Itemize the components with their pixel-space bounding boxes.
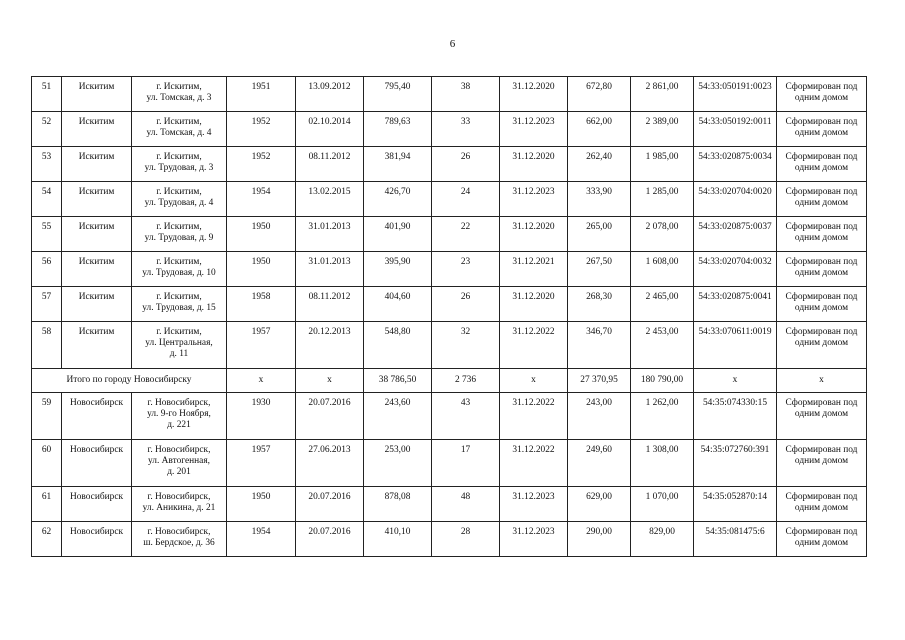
address-cell-line: г. Искитим, <box>156 82 202 92</box>
status-cell-line: одним домом <box>794 198 849 208</box>
address-cell <box>132 182 227 217</box>
cadastral-cell: 54:33:020875:0034 <box>694 147 777 182</box>
year-cell: 1950 <box>227 487 296 522</box>
address-cell-line: ул. Томская, д. 3 <box>146 93 212 103</box>
address-cell-line: д. 221 <box>167 420 191 430</box>
date-cell: 20.12.2013 <box>296 322 364 369</box>
cadastral-cell: х <box>694 369 777 393</box>
status-cell-line: одним домом <box>794 268 849 278</box>
address-cell-line: г. Новосибирск, <box>147 527 211 537</box>
area-cell: 426,70 <box>364 182 432 217</box>
living-area-cell: 243,00 <box>568 393 631 440</box>
living-area-cell: 346,70 <box>568 322 631 369</box>
date-cell: 08.11.2012 <box>296 287 364 322</box>
price-cell: 829,00 <box>631 522 694 557</box>
residents-cell: 33 <box>432 112 500 147</box>
status-cell-line: Сформирован под <box>785 398 858 408</box>
address-cell-line: ул. Автогенная, <box>148 456 210 466</box>
row-number: 62 <box>32 522 62 557</box>
address-cell-line: г. Искитим, <box>156 292 202 302</box>
address-cell-line: ул. 9-го Ноября, <box>147 409 211 419</box>
address-cell-line: ул. Трудовая, д. 10 <box>142 268 216 278</box>
living-area-cell: 249,60 <box>568 440 631 487</box>
status-cell-line: одним домом <box>794 233 849 243</box>
status-cell <box>777 322 867 369</box>
living-area-cell: 629,00 <box>568 487 631 522</box>
living-area-cell: 267,50 <box>568 252 631 287</box>
status-cell-line: одним домом <box>794 338 849 348</box>
address-cell-line: г. Искитим, <box>156 187 202 197</box>
status-cell <box>777 112 867 147</box>
table-row <box>32 522 867 557</box>
address-cell <box>132 147 227 182</box>
row-number: 51 <box>32 77 62 112</box>
living-area-cell: 27 370,95 <box>568 369 631 393</box>
cadastral-cell: 54:33:050191:0023 <box>694 77 777 112</box>
status-cell <box>777 147 867 182</box>
city-cell: Искитим <box>62 322 132 369</box>
status-cell-line: одним домом <box>794 503 849 513</box>
address-cell <box>132 77 227 112</box>
address-cell <box>132 322 227 369</box>
row-number: 60 <box>32 440 62 487</box>
address-cell-line: д. 201 <box>167 467 191 477</box>
residents-cell: 48 <box>432 487 500 522</box>
address-cell-line: ул. Трудовая, д. 4 <box>144 198 214 208</box>
date-cell: 27.06.2013 <box>296 440 364 487</box>
city-cell: Новосибирск <box>62 487 132 522</box>
status-cell <box>777 440 867 487</box>
cadastral-cell: 54:33:020704:0032 <box>694 252 777 287</box>
status-cell <box>777 393 867 440</box>
cadastral-cell: 54:35:074330:15 <box>694 393 777 440</box>
city-cell: Новосибирск <box>62 440 132 487</box>
year-cell: 1957 <box>227 440 296 487</box>
price-cell: 180 790,00 <box>631 369 694 393</box>
price-cell: 1 985,00 <box>631 147 694 182</box>
table-row <box>32 77 867 112</box>
table-row <box>32 252 867 287</box>
table-row <box>32 217 867 252</box>
status-cell-line: одним домом <box>794 303 849 313</box>
status-cell-line: одним домом <box>794 128 849 138</box>
deadline-cell: 31.12.2022 <box>500 393 568 440</box>
price-cell: 1 070,00 <box>631 487 694 522</box>
status-cell <box>777 522 867 557</box>
address-cell-line: г. Искитим, <box>156 327 202 337</box>
address-cell <box>132 393 227 440</box>
table-row <box>32 182 867 217</box>
total-label: Итого по городу Новосибирску <box>32 369 227 393</box>
address-cell-line: ул. Трудовая, д. 9 <box>144 233 214 243</box>
status-cell-line: Сформирован под <box>785 152 858 162</box>
area-cell: 381,94 <box>364 147 432 182</box>
residents-cell: 43 <box>432 393 500 440</box>
year-cell: 1952 <box>227 147 296 182</box>
table-row <box>32 322 867 369</box>
living-area-cell: 290,00 <box>568 522 631 557</box>
status-cell-line: одним домом <box>794 456 849 466</box>
area-cell: 404,60 <box>364 287 432 322</box>
status-cell-line: Сформирован под <box>785 445 858 455</box>
price-cell: 1 308,00 <box>631 440 694 487</box>
cadastral-cell: 54:33:070611:0019 <box>694 322 777 369</box>
row-number: 57 <box>32 287 62 322</box>
table-row <box>32 393 867 440</box>
area-cell: 789,63 <box>364 112 432 147</box>
area-cell: 878,08 <box>364 487 432 522</box>
city-cell: Искитим <box>62 252 132 287</box>
year-cell: 1950 <box>227 217 296 252</box>
area-cell: 38 786,50 <box>364 369 432 393</box>
deadline-cell: 31.12.2022 <box>500 322 568 369</box>
price-cell: 1 285,00 <box>631 182 694 217</box>
cadastral-cell: 54:35:081475:6 <box>694 522 777 557</box>
area-cell: 243,60 <box>364 393 432 440</box>
address-cell-line: г. Новосибирск, <box>147 398 211 408</box>
row-number: 59 <box>32 393 62 440</box>
residents-cell: 26 <box>432 287 500 322</box>
row-number: 53 <box>32 147 62 182</box>
area-cell: 795,40 <box>364 77 432 112</box>
price-cell: 2 453,00 <box>631 322 694 369</box>
residents-cell: 17 <box>432 440 500 487</box>
address-cell <box>132 440 227 487</box>
status-cell-line: Сформирован под <box>785 187 858 197</box>
area-cell: 401,90 <box>364 217 432 252</box>
date-cell: 02.10.2014 <box>296 112 364 147</box>
row-number: 54 <box>32 182 62 217</box>
page-number: 6 <box>449 38 456 50</box>
address-cell <box>132 252 227 287</box>
status-cell-line: Сформирован под <box>785 117 858 127</box>
residents-cell: 26 <box>432 147 500 182</box>
cadastral-cell: 54:33:020704:0020 <box>694 182 777 217</box>
status-cell-line: одним домом <box>794 409 849 419</box>
deadline-cell: 31.12.2023 <box>500 112 568 147</box>
row-number: 61 <box>32 487 62 522</box>
area-cell: 395,90 <box>364 252 432 287</box>
city-cell: Новосибирск <box>62 522 132 557</box>
residents-cell: 2 736 <box>432 369 500 393</box>
city-cell: Искитим <box>62 77 132 112</box>
year-cell: 1951 <box>227 77 296 112</box>
deadline-cell: 31.12.2023 <box>500 182 568 217</box>
address-cell-line: ул. Трудовая, д. 15 <box>142 303 216 313</box>
price-cell: 1 608,00 <box>631 252 694 287</box>
table-row <box>32 287 867 322</box>
price-cell: 1 262,00 <box>631 393 694 440</box>
deadline-cell: 31.12.2020 <box>500 147 568 182</box>
year-cell: 1954 <box>227 182 296 217</box>
city-cell: Новосибирск <box>62 393 132 440</box>
residents-cell: 24 <box>432 182 500 217</box>
total-row <box>32 369 867 393</box>
living-area-cell: 265,00 <box>568 217 631 252</box>
status-cell: х <box>777 369 867 393</box>
year-cell: 1957 <box>227 322 296 369</box>
date-cell: 31.01.2013 <box>296 217 364 252</box>
address-cell-line: г. Искитим, <box>156 257 202 267</box>
year-cell: 1950 <box>227 252 296 287</box>
status-cell-line: Сформирован под <box>785 527 858 537</box>
city-cell: Искитим <box>62 182 132 217</box>
city-cell: Искитим <box>62 287 132 322</box>
date-cell: х <box>296 369 364 393</box>
address-cell-line: г. Искитим, <box>156 222 202 232</box>
registry-body <box>32 77 867 557</box>
table-row <box>32 112 867 147</box>
status-cell <box>777 287 867 322</box>
date-cell: 13.09.2012 <box>296 77 364 112</box>
address-cell-line: ул. Томская, д. 4 <box>146 128 212 138</box>
status-cell-line: Сформирован под <box>785 492 858 502</box>
city-cell: Искитим <box>62 217 132 252</box>
residents-cell: 38 <box>432 77 500 112</box>
status-cell-line: Сформирован под <box>785 82 858 92</box>
year-cell: 1958 <box>227 287 296 322</box>
deadline-cell: 31.12.2023 <box>500 487 568 522</box>
status-cell-line: Сформирован под <box>785 292 858 302</box>
row-number: 56 <box>32 252 62 287</box>
deadline-cell: 31.12.2020 <box>500 217 568 252</box>
table-row <box>32 440 867 487</box>
row-number: 58 <box>32 322 62 369</box>
address-cell <box>132 217 227 252</box>
price-cell: 2 078,00 <box>631 217 694 252</box>
price-cell: 2 389,00 <box>631 112 694 147</box>
cadastral-cell: 54:33:020875:0037 <box>694 217 777 252</box>
cadastral-cell: 54:33:020875:0041 <box>694 287 777 322</box>
deadline-cell: 31.12.2020 <box>500 77 568 112</box>
status-cell-line: одним домом <box>794 93 849 103</box>
row-number: 55 <box>32 217 62 252</box>
date-cell: 20.07.2016 <box>296 393 364 440</box>
area-cell: 253,00 <box>364 440 432 487</box>
status-cell-line: Сформирован под <box>785 327 858 337</box>
address-cell-line: д. 11 <box>169 349 189 359</box>
year-cell: х <box>227 369 296 393</box>
status-cell <box>777 252 867 287</box>
address-cell-line: ул. Аникина, д. 21 <box>142 503 216 513</box>
address-cell-line: г. Искитим, <box>156 117 202 127</box>
status-cell <box>777 487 867 522</box>
address-cell-line: ул. Трудовая, д. 3 <box>144 163 214 173</box>
price-cell: 2 861,00 <box>631 77 694 112</box>
status-cell-line: одним домом <box>794 163 849 173</box>
city-cell: Искитим <box>62 112 132 147</box>
living-area-cell: 262,40 <box>568 147 631 182</box>
address-cell-line: ул. Центральная, <box>145 338 213 348</box>
price-cell: 2 465,00 <box>631 287 694 322</box>
status-cell <box>777 217 867 252</box>
year-cell: 1930 <box>227 393 296 440</box>
living-area-cell: 672,80 <box>568 77 631 112</box>
area-cell: 548,80 <box>364 322 432 369</box>
deadline-cell: х <box>500 369 568 393</box>
cadastral-cell: 54:33:050192:0011 <box>694 112 777 147</box>
deadline-cell: 31.12.2021 <box>500 252 568 287</box>
address-cell-line: г. Искитим, <box>156 152 202 162</box>
date-cell: 31.01.2013 <box>296 252 364 287</box>
address-cell-line: г. Новосибирск, <box>147 445 211 455</box>
area-cell: 410,10 <box>364 522 432 557</box>
status-cell <box>777 77 867 112</box>
address-cell <box>132 287 227 322</box>
address-cell <box>132 522 227 557</box>
address-cell-line: ш. Бердское, д. 36 <box>143 538 215 548</box>
address-cell <box>132 487 227 522</box>
date-cell: 20.07.2016 <box>296 522 364 557</box>
cadastral-cell: 54:35:072760:391 <box>694 440 777 487</box>
status-cell-line: Сформирован под <box>785 222 858 232</box>
status-cell-line: Сформирован под <box>785 257 858 267</box>
date-cell: 20.07.2016 <box>296 487 364 522</box>
deadline-cell: 31.12.2020 <box>500 287 568 322</box>
city-cell: Искитим <box>62 147 132 182</box>
residents-cell: 28 <box>432 522 500 557</box>
living-area-cell: 333,90 <box>568 182 631 217</box>
housing-registry-table <box>31 76 867 557</box>
residents-cell: 23 <box>432 252 500 287</box>
date-cell: 13.02.2015 <box>296 182 364 217</box>
deadline-cell: 31.12.2023 <box>500 522 568 557</box>
residents-cell: 22 <box>432 217 500 252</box>
row-number: 52 <box>32 112 62 147</box>
status-cell-line: одним домом <box>794 538 849 548</box>
year-cell: 1952 <box>227 112 296 147</box>
deadline-cell: 31.12.2022 <box>500 440 568 487</box>
table-row <box>32 147 867 182</box>
living-area-cell: 268,30 <box>568 287 631 322</box>
address-cell <box>132 112 227 147</box>
living-area-cell: 662,00 <box>568 112 631 147</box>
year-cell: 1954 <box>227 522 296 557</box>
date-cell: 08.11.2012 <box>296 147 364 182</box>
status-cell <box>777 182 867 217</box>
cadastral-cell: 54:35:052870:14 <box>694 487 777 522</box>
residents-cell: 32 <box>432 322 500 369</box>
address-cell-line: г. Новосибирск, <box>147 492 211 502</box>
table-row <box>32 487 867 522</box>
